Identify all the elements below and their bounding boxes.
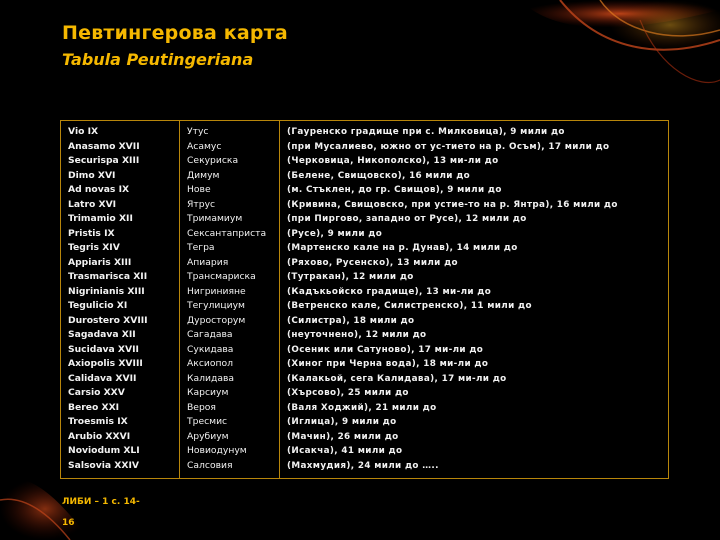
latin-name: Troesmis IX	[68, 416, 128, 427]
bulgarian-names-column	[187, 125, 287, 473]
location-note: (Силистра), 18 мили до	[287, 315, 415, 326]
bulgarian-name: Димум	[187, 169, 220, 181]
bulgarian-name: Тримамиум	[187, 213, 243, 224]
latin-names-column	[68, 125, 178, 473]
source-line-2: 16	[62, 518, 75, 528]
location-notes-column	[287, 125, 667, 473]
location-note: (Кривина, Свищовско, при устие-то на р. Янтра), 16 мили до	[287, 199, 618, 210]
latin-name: Pristis IX	[68, 227, 115, 239]
latin-name: Dimo XVI	[68, 169, 116, 181]
bulgarian-name: Асамус	[187, 140, 222, 152]
latin-name: Carsio XXV	[68, 387, 125, 398]
bulgarian-name: Сукидава	[187, 343, 234, 355]
bulgarian-name: Нигринияне	[187, 285, 246, 297]
location-note: (Белене, Свищовско), 16 мили до	[287, 170, 471, 181]
source-line-1: ЛИБИ – 1 с. 14-	[62, 497, 140, 507]
location-note: (Ряхово, Русенско), 13 мили до	[287, 257, 458, 268]
latin-name: Trimamio XII	[68, 213, 133, 224]
bulgarian-name: Тресмис	[187, 416, 228, 427]
bulgarian-name: Нове	[187, 184, 211, 195]
bulgarian-name: Калидава	[187, 372, 235, 384]
latin-name: Trasmarisca XII	[68, 271, 148, 282]
bulgarian-name: Тегулициум	[187, 300, 245, 311]
location-note: (Ветренско кале, Силистренско), 11 мили до	[287, 301, 532, 311]
latin-name: Ad novas IX	[68, 184, 130, 195]
location-note: (Кадъкьойско градище), 13 ми-ли до	[287, 286, 492, 297]
stations-table	[60, 120, 669, 479]
location-note: (Исакча), 41 мили до	[287, 446, 403, 456]
location-note: (м. Стъклен, до гр. Свищов), 9 мили до	[287, 185, 502, 195]
latin-name: Nigrinianis XIII	[68, 285, 145, 297]
bulgarian-name: Сагадава	[187, 329, 233, 340]
bulgarian-name: Новиодунум	[187, 445, 247, 456]
latin-name: Sucidava XVII	[68, 343, 139, 355]
location-note: (Мартенско кале на р. Дунав), 14 мили до	[287, 243, 518, 253]
location-note: (Хиног при Черна вода), 18 ми-ли до	[287, 359, 489, 369]
latin-name: Arubio XXVI	[68, 430, 131, 442]
latin-name: Axiopolis XVIII	[68, 358, 143, 369]
location-note: (неуточнено), 12 мили до	[287, 330, 427, 340]
latin-name: Anasamo XVII	[68, 140, 140, 152]
bulgarian-name: Апиария	[187, 256, 229, 268]
bulgarian-name: Салсовия	[187, 459, 233, 471]
latin-name: Bereo XXI	[68, 401, 120, 413]
location-note: (Черковица, Никополско), 13 ми-ли до	[287, 156, 499, 166]
page-subtitle: Tabula Peutingeriana	[62, 50, 254, 69]
location-note: (Тутракан), 12 мили до	[287, 272, 414, 282]
bulgarian-name: Карсиум	[187, 387, 229, 398]
page-title: Певтингерова карта	[62, 22, 288, 44]
bulgarian-name: Арубиум	[187, 430, 229, 442]
latin-name: Sagadava XII	[68, 329, 136, 340]
bulgarian-name: Утус	[187, 126, 209, 137]
location-note: (Гауренско градище при с. Милковица), 9 мили до	[287, 127, 565, 137]
location-note: (Осеник или Сатуново), 17 ми-ли до	[287, 344, 484, 355]
bulgarian-name: Трансмариска	[187, 271, 256, 282]
latin-name: Vio IX	[68, 126, 99, 137]
bulgarian-name: Дуросторум	[187, 314, 246, 326]
location-note: (при Пиргово, западно от Русе), 12 мили до	[287, 214, 527, 224]
location-note: (при Мусалиево, южно от ус-тието на р. Осъм), 17 мили до	[287, 141, 610, 152]
latin-name: Calidava XVII	[68, 372, 137, 384]
location-note: (Калакьой, сега Калидава), 17 ми-ли до	[287, 373, 507, 384]
bulgarian-name: Вероя	[187, 401, 216, 413]
latin-name: Tegris XIV	[68, 242, 120, 253]
bulgarian-name: Ятрус	[187, 198, 216, 210]
source-reference	[62, 492, 140, 534]
latin-name: Noviodum XLI	[68, 445, 140, 456]
latin-name: Tegulicio XI	[68, 300, 128, 311]
top-right-swirl	[520, 0, 720, 83]
column-divider	[179, 121, 180, 478]
location-note: (Махмудия), 24 мили до …..	[287, 460, 439, 471]
location-note: (Валя Ходжий), 21 мили до	[287, 402, 437, 413]
location-note: (Иглица), 9 мили до	[287, 417, 397, 427]
bulgarian-name: Сексантаприста	[187, 227, 267, 239]
latin-name: Salsovia XXIV	[68, 459, 139, 471]
location-note: (Русе), 9 мили до	[287, 228, 383, 239]
latin-name: Securispa XIII	[68, 155, 140, 166]
location-note: (Хърсово), 25 мили до	[287, 388, 409, 398]
location-note: (Мачин), 26 мили до	[287, 431, 399, 442]
bulgarian-name: Тегра	[187, 242, 215, 253]
latin-name: Appiaris XIII	[68, 256, 132, 268]
latin-name: Latro XVI	[68, 198, 117, 210]
latin-name: Durostero XVIII	[68, 314, 148, 326]
bulgarian-name: Аксиопол	[187, 358, 233, 369]
bulgarian-name: Секуриска	[187, 155, 239, 166]
